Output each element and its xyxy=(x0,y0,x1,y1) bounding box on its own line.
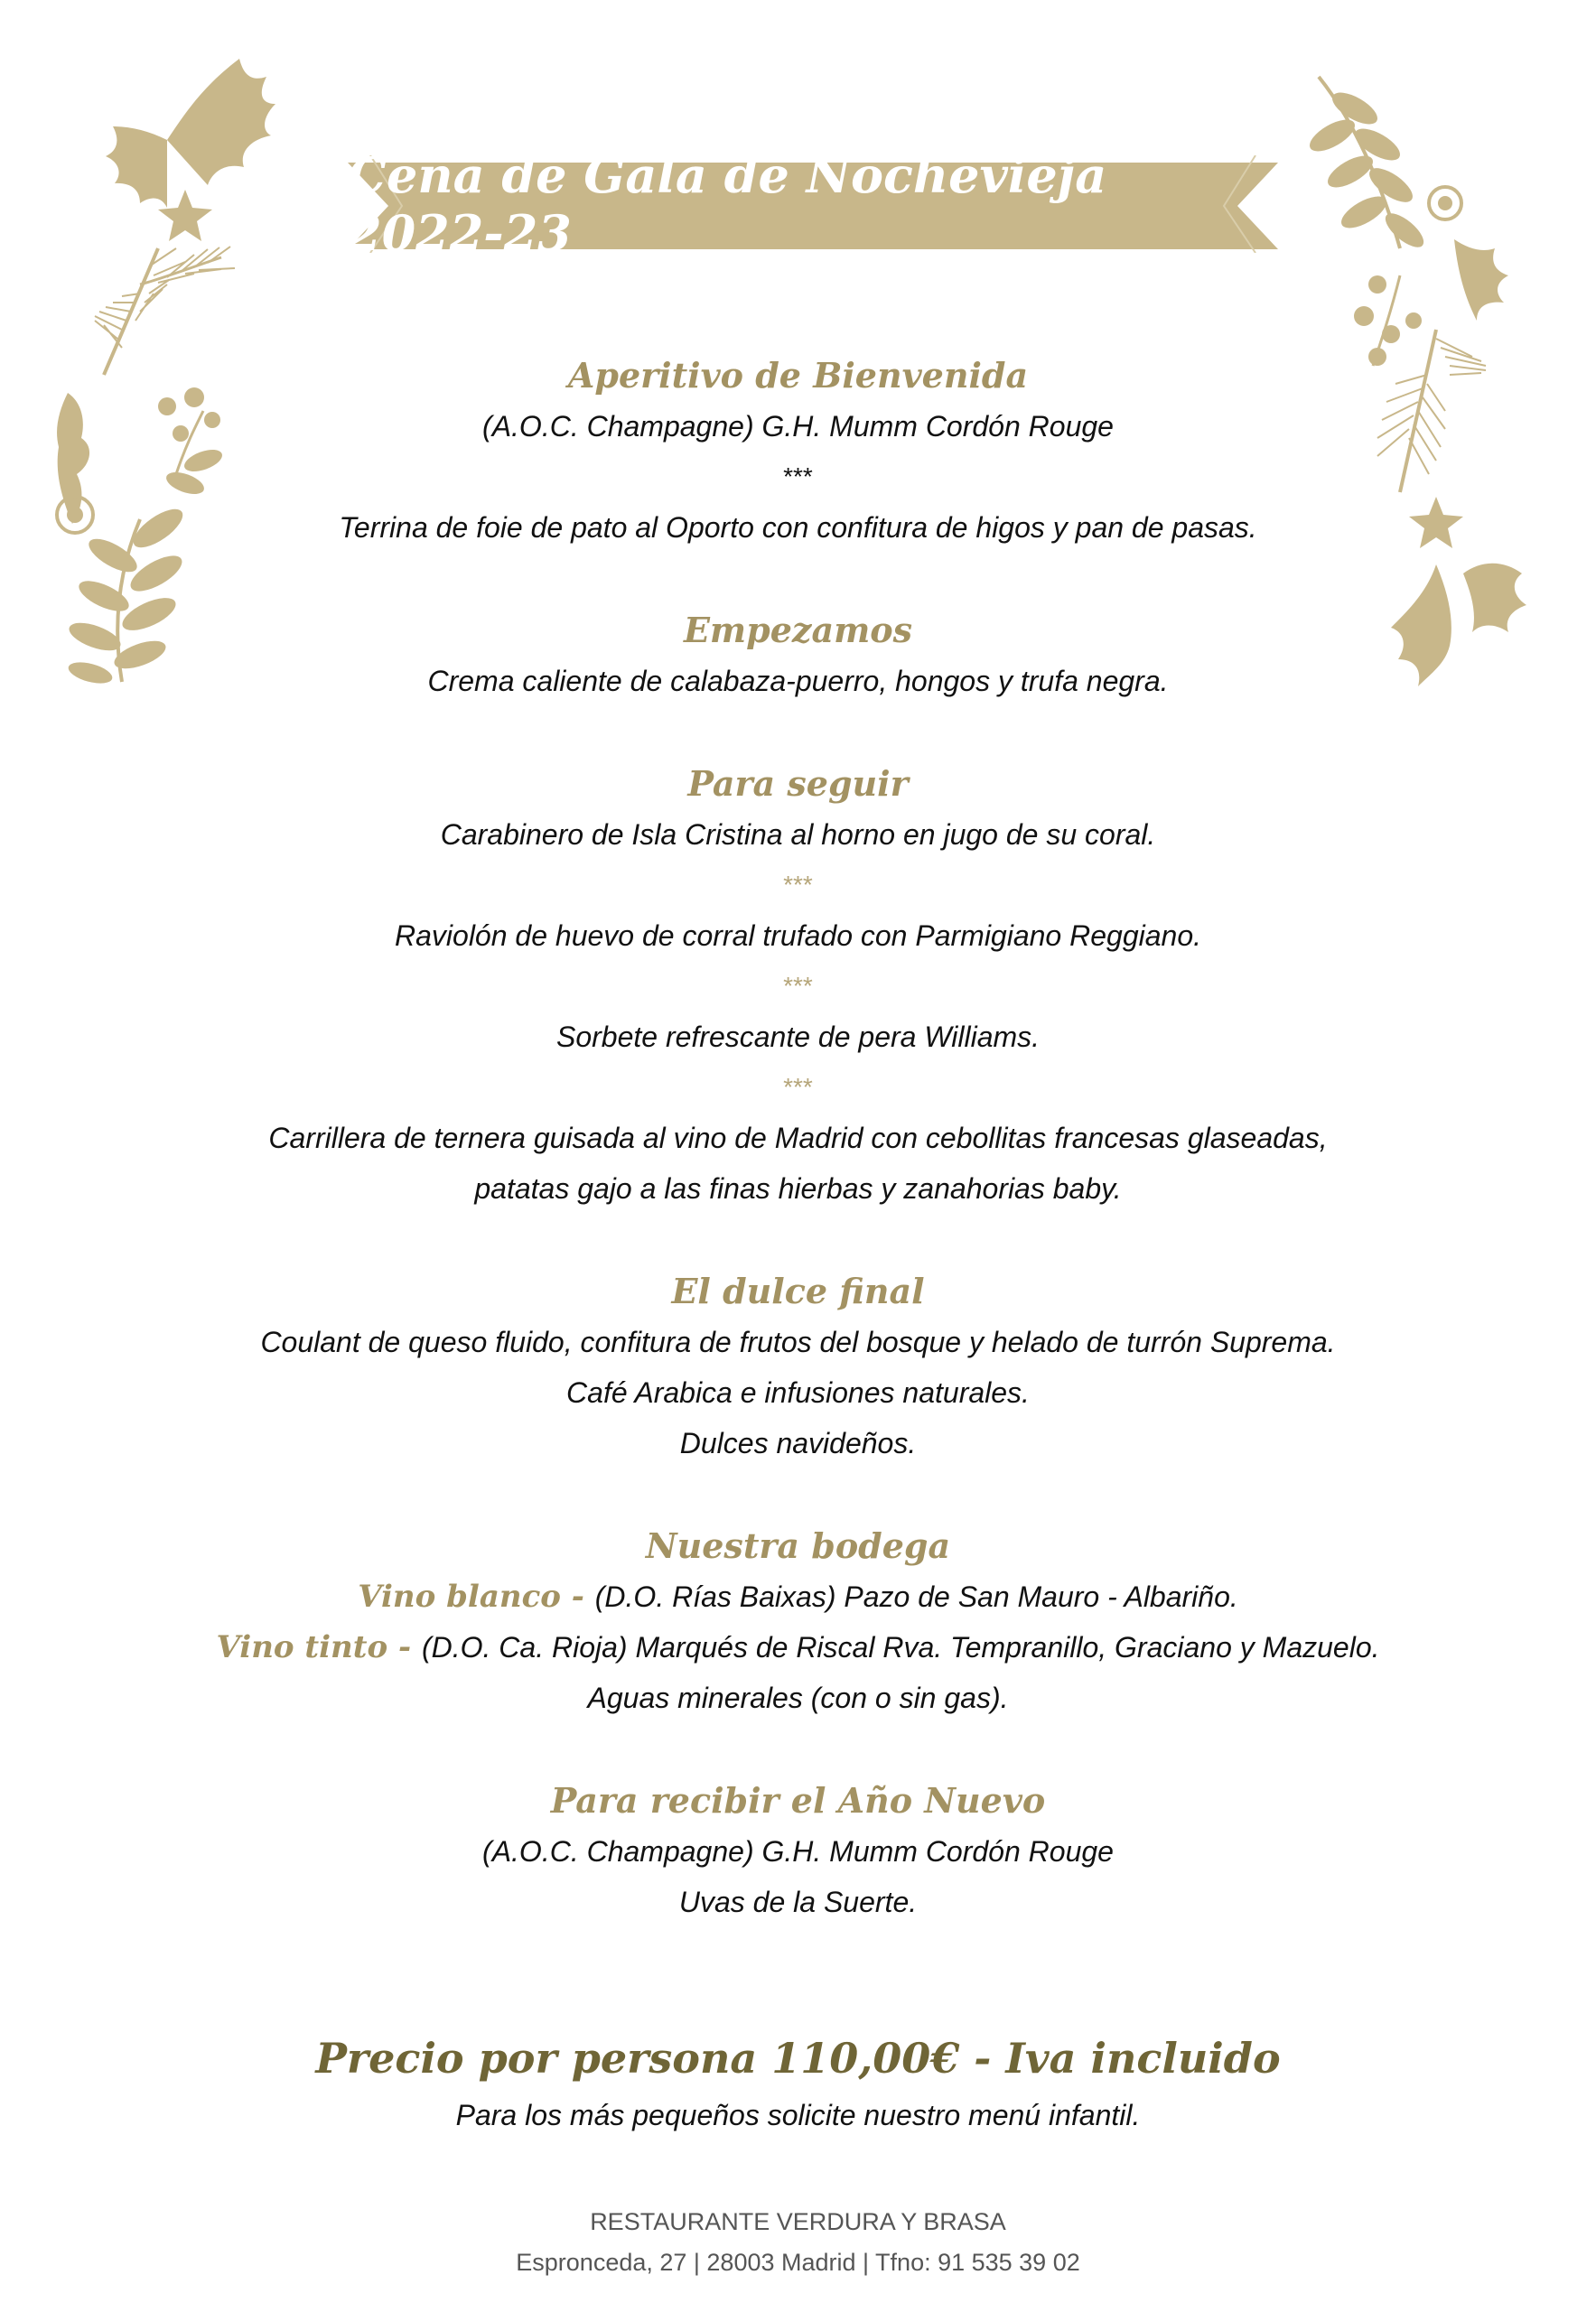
restaurant-name: RESTAURANTE VERDURA Y BRASA xyxy=(590,2208,1006,2235)
page-title: Cena de Gala de Nochevieja 2022-23 xyxy=(348,146,1107,262)
menu-item: Carrillera de ternera guisada al vino de Madrid con cebollitas francesas glaseadas, xyxy=(268,1122,1328,1154)
menu-item: Raviolón de huevo de corral trufado con Parmigiano Reggiano. xyxy=(395,919,1201,952)
menu-item: Uvas de la Suerte. xyxy=(678,1886,918,1918)
section-title-anonuevo: Para recibir el Año Nuevo xyxy=(550,1780,1046,1821)
menu-item: Dulces navideños. xyxy=(679,1427,917,1459)
menu-item: Carabinero de Isla Cristina al horno en jugo de su coral. xyxy=(440,818,1156,851)
title-banner xyxy=(348,146,1278,262)
separator: *** xyxy=(783,462,813,490)
menu-item: patatas gajo a las finas hierbas y zanahorias baby. xyxy=(474,1172,1122,1205)
price-heading: Precio por persona 110,00€ - Iva incluido xyxy=(315,2034,1281,2083)
section-title-aperitivo: Aperitivo de Bienvenida xyxy=(567,355,1029,396)
berry-icon xyxy=(1354,306,1374,326)
holly-leaf-icon xyxy=(1454,239,1508,321)
section-title-seguir: Para seguir xyxy=(687,763,909,804)
berry-icon xyxy=(1405,312,1422,329)
wine-text: (D.O. Rías Baixas) Pazo de San Mauro - Albariño. xyxy=(594,1580,1238,1613)
menu-item: (A.O.C. Champagne) G.H. Mumm Cordón Rouge xyxy=(482,410,1114,443)
menu-item: Sorbete refrescante de pera Williams. xyxy=(555,1021,1041,1053)
separator: *** xyxy=(783,972,813,1000)
menu-item-wine-white xyxy=(0,1571,1596,1622)
menu-item-wine-red xyxy=(0,1622,1596,1673)
price-note: Para los más pequeños solicite nuestro menú infantil. xyxy=(455,2099,1141,2131)
menu-item: (A.O.C. Champagne) G.H. Mumm Cordón Rouge xyxy=(482,1835,1114,1868)
menu-item: Aguas minerales (con o sin gas). xyxy=(587,1682,1009,1714)
section-title-bodega: Nuestra bodega xyxy=(645,1525,951,1566)
berry-icon xyxy=(1368,275,1386,294)
wine-text: (D.O. Ca. Rioja) Marqués de Riscal Rva. Tempranillo, Graciano y Mazuelo. xyxy=(421,1631,1380,1664)
section-title-dulce: El dulce final xyxy=(671,1271,925,1311)
holly-leaf-icon xyxy=(167,59,275,185)
menu-item: Terrina de foie de pato al Oporto con confitura de higos y pan de pasas. xyxy=(339,511,1257,544)
holly-leaf-icon xyxy=(106,126,167,208)
menu-item: Coulant de queso fluido, confitura de frutos del bosque y helado de turrón Suprema. xyxy=(260,1326,1336,1358)
berry-icon xyxy=(1382,325,1400,343)
wine-label: Vino tinto - xyxy=(216,1629,422,1665)
restaurant-address: Espronceda, 27 | 28003 Madrid | Tfno: 91 535 39 02 xyxy=(516,2249,1080,2276)
menu-item: Crema caliente de calabaza-puerro, hongos y trufa negra. xyxy=(427,665,1169,697)
footer xyxy=(0,2202,1596,2283)
menu-content xyxy=(0,350,1596,2140)
separator: *** xyxy=(783,871,813,899)
menu-item: Café Arabica e infusiones naturales. xyxy=(566,1376,1030,1409)
separator: *** xyxy=(783,1073,813,1101)
section-title-empezamos: Empezamos xyxy=(683,610,913,650)
wine-label: Vino blanco - xyxy=(358,1579,595,1615)
